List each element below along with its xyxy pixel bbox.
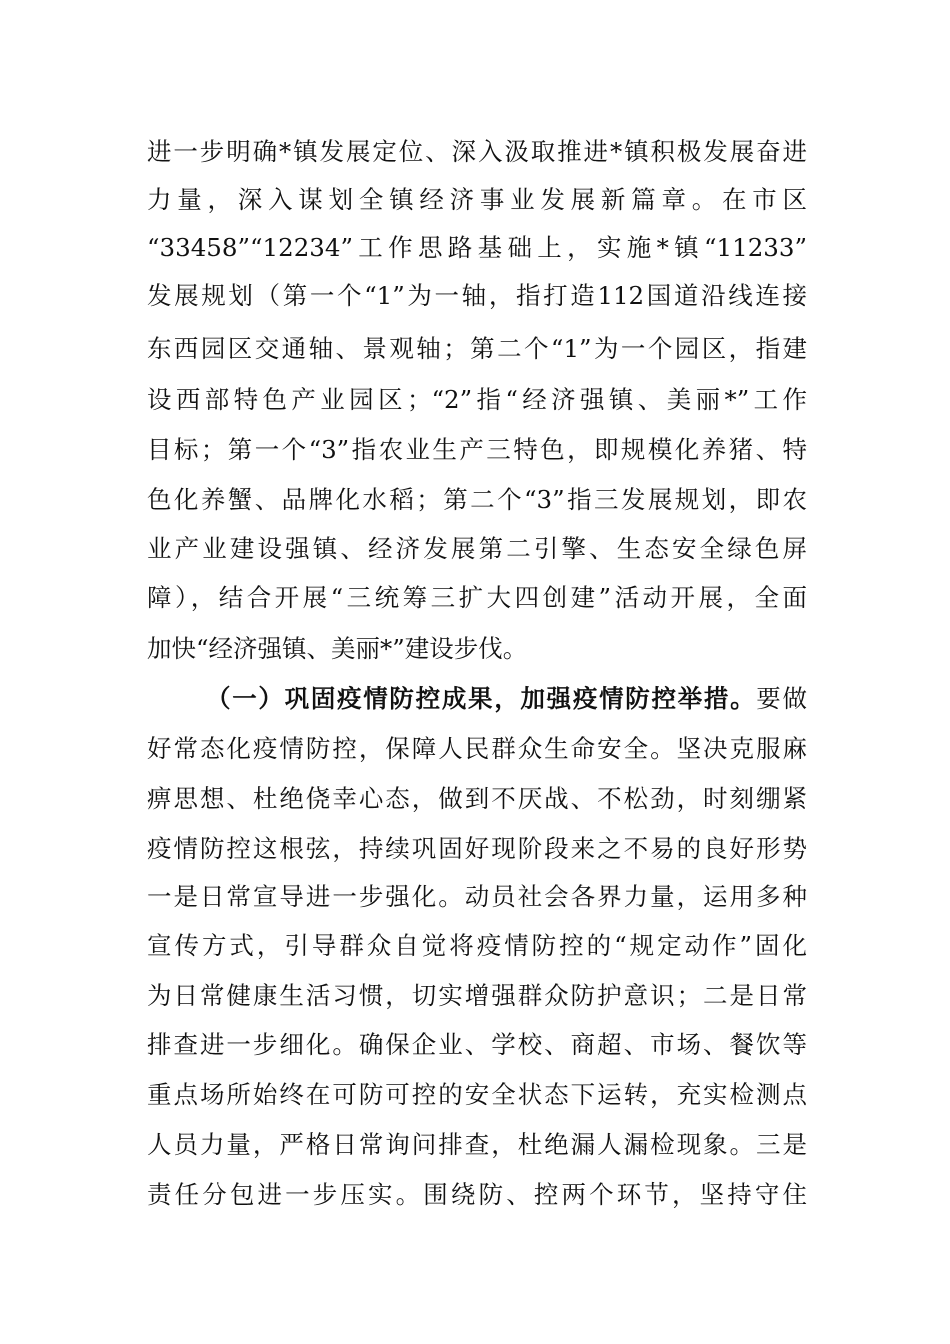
paragraph-line: “33458”“12234”工作思路基础上，实施*镇“11233” xyxy=(147,233,807,262)
paragraph-line: 责任分包进一步压实。围绕防、控两个环节，坚持守住 xyxy=(147,1180,807,1209)
paragraph-line: 色化养蟹、品牌化水稻；第二个“3”指三发展规划，即农 xyxy=(147,485,807,514)
paragraph-line: 排查进一步细化。确保企业、学校、商超、市场、餐饮等 xyxy=(147,1030,807,1059)
paragraph-line: 人员力量，严格日常询问排查，杜绝漏人漏检现象。三是 xyxy=(147,1130,807,1159)
paragraph-line: 为日常健康生活习惯，切实增强群众防护意识；二是日常 xyxy=(147,981,807,1010)
paragraph-line: 疫情防控这根弦，持续巩固好现阶段来之不易的良好形势 xyxy=(147,834,807,863)
paragraph-line: 宣传方式，引导群众自觉将疫情防控的“规定动作”固化 xyxy=(147,931,807,960)
paragraph-line: 东西园区交通轴、景观轴；第二个“1”为一个园区，指建 xyxy=(147,334,807,363)
paragraph-line: 障），结合开展“三统筹三扩大四创建”活动开展，全面 xyxy=(147,583,807,612)
paragraph-line: 好常态化疫情防控，保障人民群众生命安全。坚决克服麻 xyxy=(147,734,807,763)
section-heading-line xyxy=(206,675,807,723)
paragraph-line: 痹思想、杜绝侥幸心态，做到不厌战、不松劲，时刻绷紧 xyxy=(147,784,807,813)
paragraph-line: 发展规划（第一个“1”为一轴，指打造112国道沿线连接 xyxy=(147,281,807,310)
paragraph-line: 进一步明确*镇发展定位、深入汲取推进*镇积极发展奋进 xyxy=(147,137,807,166)
heading-line-rest: 要做 xyxy=(756,684,807,713)
paragraph-line: 业产业建设强镇、经济发展第二引擎、生态安全绿色屏 xyxy=(147,534,807,563)
paragraph-line: 加快“经济强镇、美丽*”建设步伐。 xyxy=(147,634,528,663)
paragraph-line: 力量，深入谋划全镇经济事业发展新篇章。在市区 xyxy=(147,185,807,214)
paragraph-line: 一是日常宣导进一步强化。动员社会各界力量，运用多种 xyxy=(147,882,807,911)
section-heading: （一）巩固疫情防控成果，加强疫情防控举措。 xyxy=(206,684,757,713)
paragraph-line: 设西部特色产业园区；“2”指“经济强镇、美丽*”工作 xyxy=(147,385,807,414)
paragraph-line: 重点场所始终在可防可控的安全状态下运转，充实检测点 xyxy=(147,1080,807,1109)
paragraph-line: 目标；第一个“3”指农业生产三特色，即规模化养猪、特 xyxy=(147,435,807,464)
